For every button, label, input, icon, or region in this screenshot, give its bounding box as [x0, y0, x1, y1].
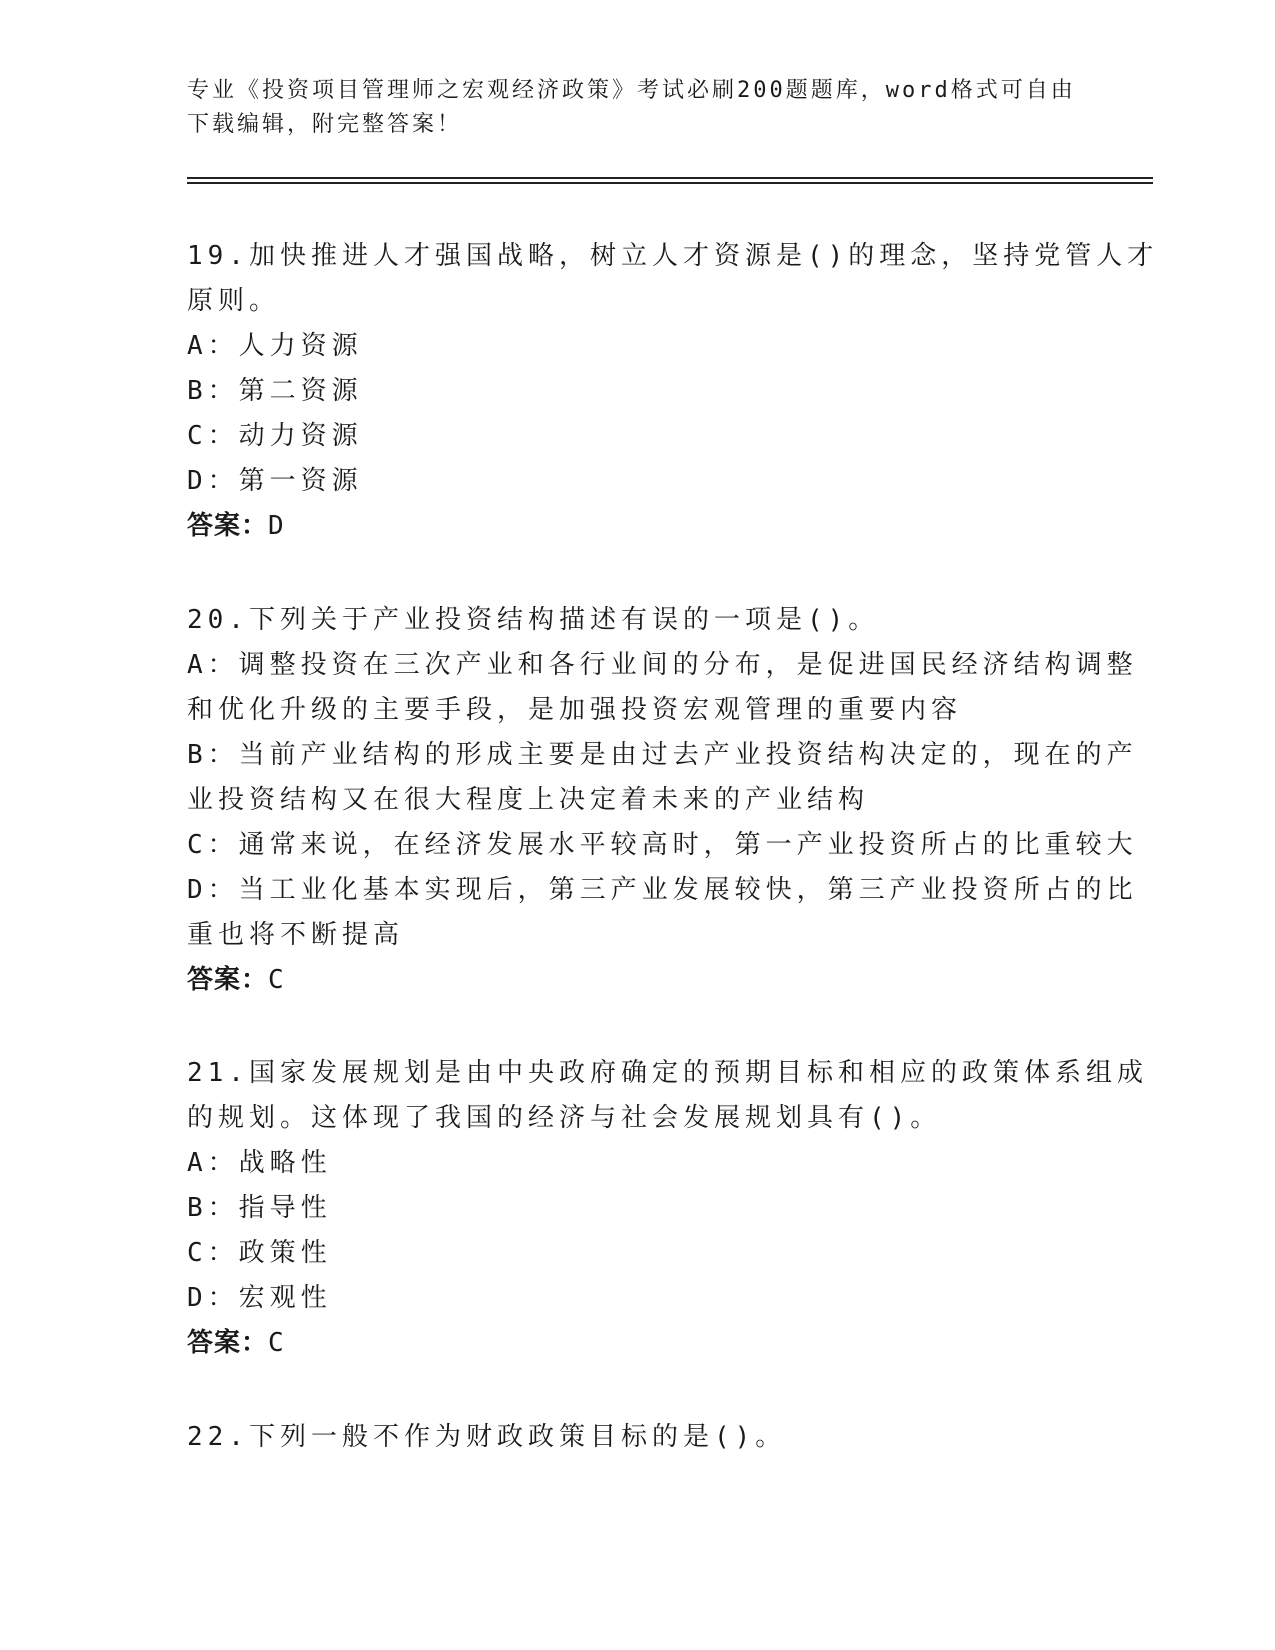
option-a-continued: 和优化升级的主要手段，是加强投资宏观管理的重要内容 [187, 695, 963, 725]
option-d: D：第一资源 [187, 466, 363, 496]
option-b: B：第二资源 [187, 376, 363, 406]
option-c: C：政策性 [187, 1238, 332, 1268]
option-c: C：动力资源 [187, 421, 363, 451]
question-stem: 21.国家发展规划是由中央政府确定的预期目标和相应的政策体系组成 [187, 1058, 1148, 1088]
answer [187, 958, 1087, 1003]
question-22 [187, 1415, 1087, 1460]
option-a: A：战略性 [187, 1148, 332, 1178]
answer-value: C [268, 965, 285, 995]
answer-value: C [268, 1328, 285, 1358]
option-d-continued: 重也将不断提高 [187, 920, 405, 950]
question-stem: 原则。 [187, 286, 281, 316]
answer-value: D [268, 511, 285, 541]
question-stem: 19.加快推进人才强国战略，树立人才资源是()的理念，坚持党管人才 [187, 241, 1159, 271]
header-line-1: 专业《投资项目管理师之宏观经济政策》考试必刷200题题库，word格式可自由 [187, 78, 1076, 103]
question-stem: 20.下列关于产业投资结构描述有误的一项是()。 [187, 605, 880, 635]
answer-label: 答案： [187, 965, 269, 995]
option-a: A：调整投资在三次产业和各行业间的分布，是促进国民经济结构调整 [187, 650, 1138, 680]
answer-label: 答案： [187, 511, 269, 541]
question-19 [187, 234, 1159, 549]
option-d: D：当工业化基本实现后，第三产业发展较快，第三产业投资所占的比 [187, 875, 1138, 905]
question-stem: 的规划。这体现了我国的经济与社会发展规划具有()。 [187, 1103, 942, 1133]
header-divider-bottom [187, 182, 1153, 184]
document-header [187, 74, 1087, 142]
option-b-continued: 业投资结构又在很大程度上决定着未来的产业结构 [187, 785, 870, 815]
header-divider-top [187, 177, 1153, 179]
question-21 [187, 1051, 1148, 1366]
question-20 [187, 598, 1138, 1003]
option-b: B：指导性 [187, 1193, 332, 1223]
option-b: B：当前产业结构的形成主要是由过去产业投资结构决定的，现在的产 [187, 740, 1138, 770]
header-line-2: 下载编辑，附完整答案！ [187, 112, 463, 137]
answer-label: 答案： [187, 1328, 269, 1358]
answer [187, 1321, 1087, 1366]
option-a: A：人力资源 [187, 331, 363, 361]
option-d: D：宏观性 [187, 1283, 332, 1313]
option-c: C：通常来说，在经济发展水平较高时，第一产业投资所占的比重较大 [187, 830, 1138, 860]
answer [187, 504, 1087, 549]
question-stem: 22.下列一般不作为财政政策目标的是()。 [187, 1422, 787, 1452]
